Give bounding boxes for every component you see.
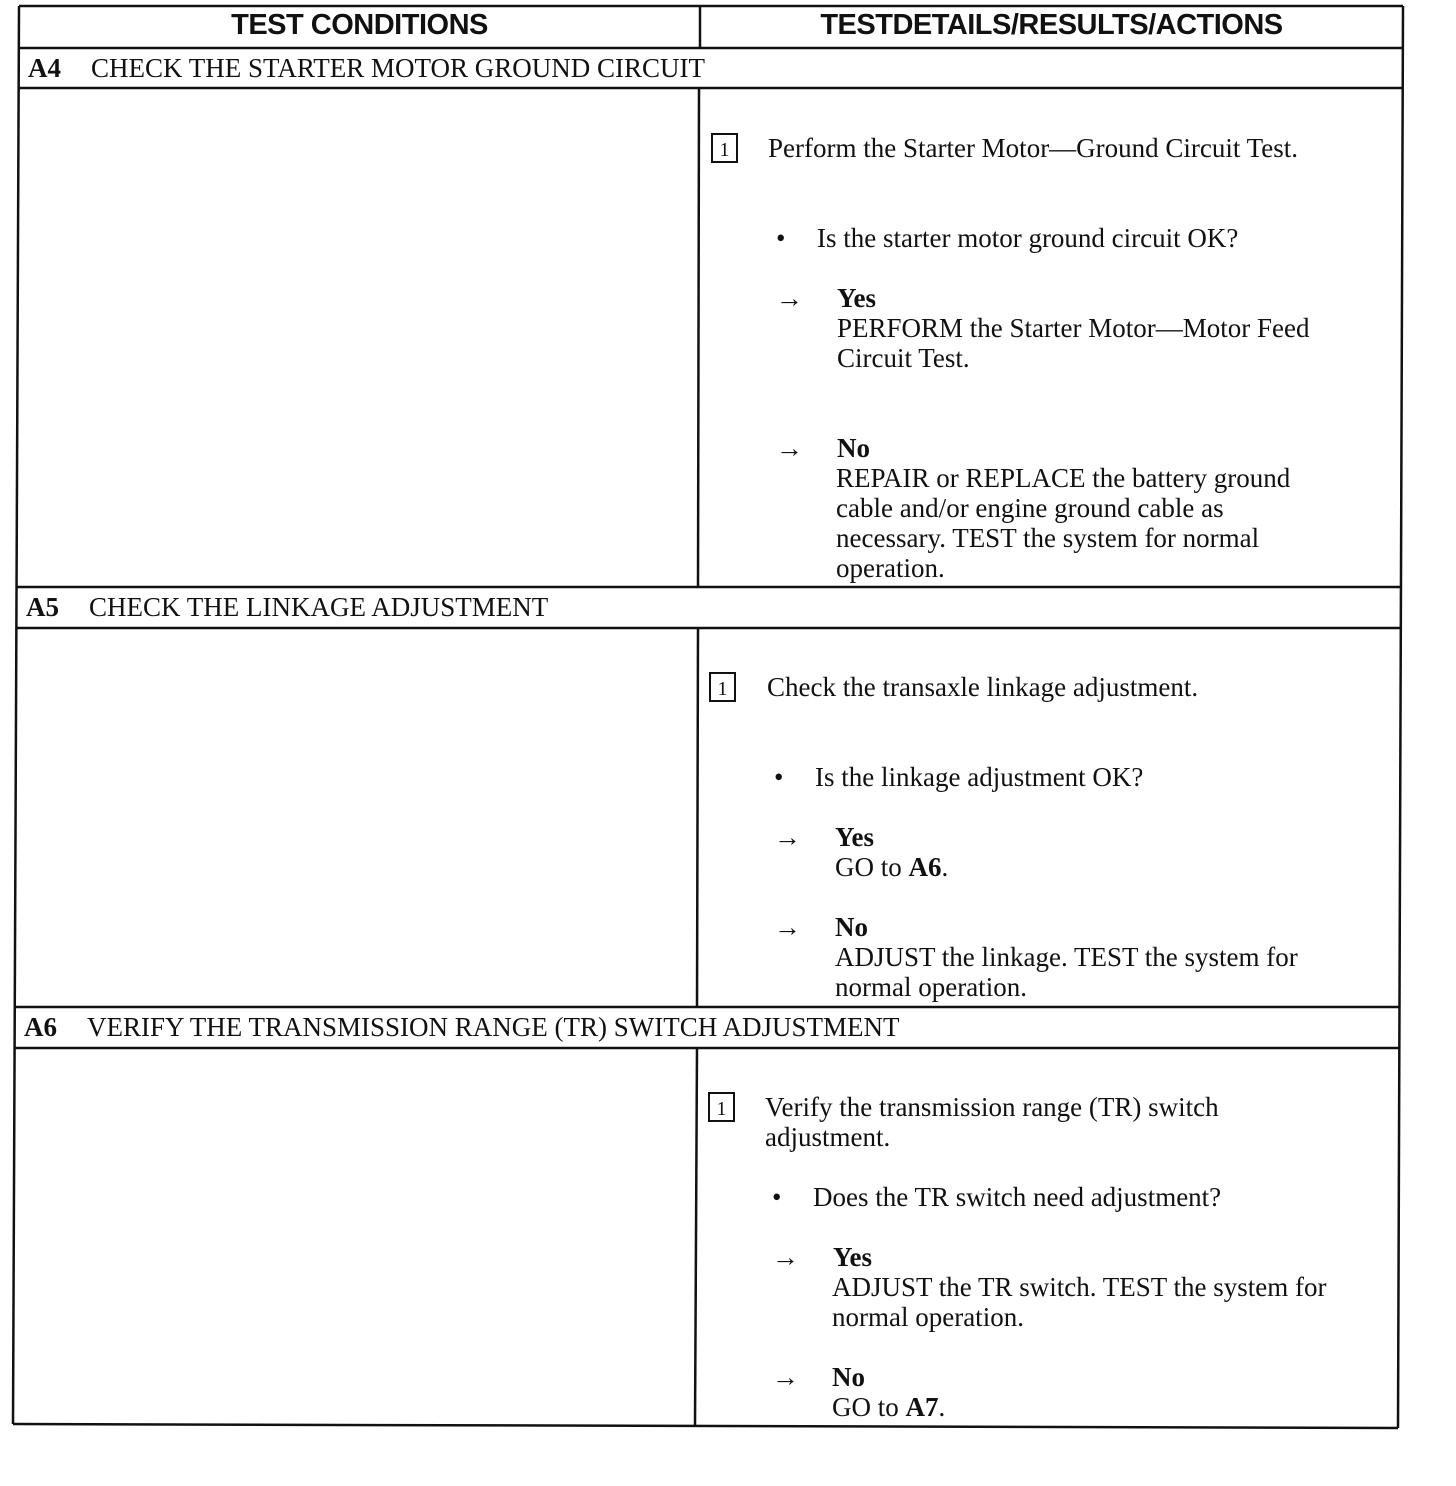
section-a6-step-number: 1	[708, 1092, 735, 1122]
section-a5-yes-label: Yes	[835, 822, 874, 852]
section-a5-yes-arrow-icon: →	[774, 822, 801, 852]
section-a4-yes-arrow-icon: →	[776, 283, 803, 313]
section-a6-yes-arrow-icon: →	[772, 1242, 799, 1272]
section-a4-bullet-icon: •	[776, 223, 786, 253]
section-a5-no-action-line: normal operation.	[835, 972, 1027, 1002]
section-a4-step-number: 1	[711, 133, 738, 163]
section-a4-no-arrow-icon: →	[776, 433, 803, 463]
section-a5-no-label: No	[835, 912, 868, 942]
section-a4-no-action-line: REPAIR or REPLACE the battery ground	[836, 463, 1291, 493]
section-a5-yes-action-ref: A6	[908, 852, 942, 882]
section-a4-no-action-line: operation.	[836, 553, 945, 583]
section-a6-title	[24, 1012, 900, 1043]
section-a5-yes-action-suffix: .	[941, 852, 949, 882]
section-a6-no-action-suffix: .	[938, 1392, 946, 1422]
section-a5-yes-action-prefix: GO to	[835, 852, 909, 882]
section-a5-no-arrow-icon: →	[774, 912, 801, 942]
section-a6-code: A6	[24, 1012, 57, 1042]
section-a5-step-text: Check the transaxle linkage adjustment.	[767, 672, 1199, 702]
section-a4-no-action-line: necessary. TEST the system for normal	[836, 523, 1260, 553]
section-a4-step-text: Perform the Starter Motor—Ground Circuit Test.	[768, 133, 1299, 163]
section-a6-yes-action-line: ADJUST the TR switch. TEST the system for	[832, 1272, 1327, 1302]
section-a4-yes-action-line: PERFORM the Starter Motor—Motor Feed	[837, 313, 1310, 343]
section-a4-no-label: No	[837, 433, 870, 463]
section-a6-no-action-prefix: GO to	[832, 1392, 906, 1422]
section-a5-code: A5	[26, 592, 59, 622]
section-a6-step-text-line: adjustment.	[765, 1122, 891, 1152]
section-a6-bullet-icon: •	[772, 1182, 782, 1212]
section-a4-title	[28, 53, 705, 84]
section-a6-yes-label: Yes	[833, 1242, 872, 1272]
section-a5-step-number: 1	[709, 672, 736, 702]
section-a5-question: Is the linkage adjustment OK?	[815, 762, 1144, 792]
section-a5-title-text: CHECK THE LINKAGE ADJUSTMENT	[89, 592, 549, 622]
section-a6-title-text: VERIFY THE TRANSMISSION RANGE (TR) SWITCH ADJUSTMENT	[87, 1012, 900, 1042]
section-a6-no-label: No	[832, 1362, 865, 1392]
section-a5-title	[26, 592, 548, 623]
column-header-test-conditions: TEST CONDITIONS	[231, 9, 488, 41]
section-a6-step-text-line: Verify the transmission range (TR) switch	[765, 1092, 1219, 1122]
section-a6-no-action-ref: A7	[905, 1392, 939, 1422]
section-a6-no-arrow-icon: →	[772, 1362, 799, 1392]
column-header-test-details: TESTDETAILS/RESULTS/ACTIONS	[820, 9, 1283, 41]
section-a5-bullet-icon: •	[774, 762, 784, 792]
section-a4-no-action-line: cable and/or engine ground cable as	[836, 493, 1224, 523]
section-a5-yes-action	[835, 852, 948, 882]
section-a6-no-action	[832, 1392, 945, 1422]
section-a4-title-text: CHECK THE STARTER MOTOR GROUND CIRCUIT	[91, 53, 705, 83]
section-a4-yes-action-line: Circuit Test.	[837, 343, 970, 373]
section-a6-question: Does the TR switch need adjustment?	[813, 1182, 1222, 1212]
section-a4-yes-label: Yes	[837, 283, 876, 313]
section-a4-question: Is the starter motor ground circuit OK?	[817, 223, 1239, 253]
section-a6-yes-action-line: normal operation.	[832, 1302, 1024, 1332]
section-a4-code: A4	[28, 53, 61, 83]
section-a5-no-action-line: ADJUST the linkage. TEST the system for	[835, 942, 1298, 972]
